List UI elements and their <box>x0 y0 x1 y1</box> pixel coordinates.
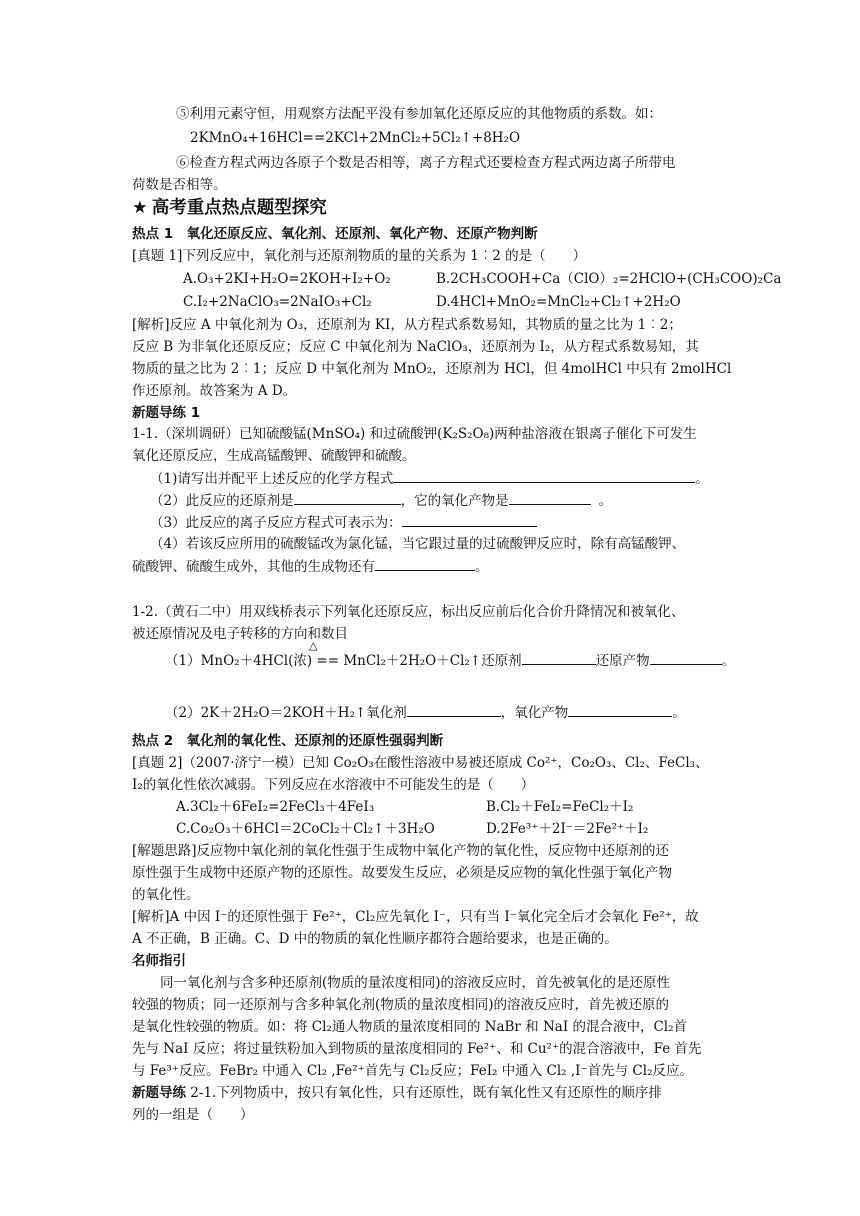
hot2-title: 热点 2 氧化剂的氧化性、还原剂的还原性强弱判断 <box>132 733 444 749</box>
paragraph-check-step-6-cont: 荷数是否相等。 <box>132 177 227 193</box>
answer-blank-equation[interactable] <box>393 468 695 483</box>
guide1-q2-line2: 被还原情况及电子转移的方向和数目 <box>132 626 348 642</box>
answer-blank-reductant[interactable] <box>294 490 401 505</box>
guide2-question-2: 列的一组是（ ） <box>132 1107 254 1123</box>
hot1-option-a: A.O₃+2KI+H₂O=2KOH+I₂+O₂ <box>183 271 391 287</box>
hot1-title: 热点 1 氧化还原反应、氧化剂、还原剂、氧化产物、还原产物判断 <box>132 226 538 242</box>
hot2-option-c: C.Co₂O₃＋6HCl＝2CoCl₂＋Cl₂↑＋3H₂O <box>176 821 435 837</box>
guide1-sub4-line1: （4）若该反应所用的硫酸锰改为氯化锰，当它跟过量的过硫酸钾反应时，除有高锰酸钾、 <box>150 536 686 552</box>
answer-blank-eq2-oxidation-product[interactable] <box>568 702 672 717</box>
sub4-text: 硫酸钾、硫酸生成外，其他的生成物还有 <box>132 559 375 575</box>
eq2-text-b: ，氧化产物 <box>500 705 569 721</box>
hot2-analysis-2: A 不正确，B 正确。C、D 中的物质的氧化性顺序都符合题给要求，也是正确的。 <box>132 931 618 947</box>
hot2-thinking-2: 原性强于生成物中还原产物的还原性。故要发生反应，必须是反应物的氧化性强于氧化产物 <box>132 865 672 881</box>
section-title: 高考重点热点题型探究 <box>151 198 327 218</box>
hot2-thinking-3: 的氧化性。 <box>132 887 200 903</box>
hot2-analysis-1: [解析]A 中因 I⁻的还原性强于 Fe²⁺，Cl₂应先氧化 I⁻，只有当 I⁻氧化完全后才会氧化 Fe²⁺，故 <box>132 909 699 925</box>
hot2-tip-5: 与 Fe³⁺反应。FeBr₂ 中通入 Cl₂ ,Fe²⁺首先与 Cl₂反应；FeI₂ 中通入 Cl₂ ,I⁻首先与 Cl₂反应。 <box>132 1063 693 1079</box>
guide1-eq2 <box>165 702 686 723</box>
guide2-question-1 <box>132 1083 662 1103</box>
hot2-question-2: I₂的氧化性依次减弱。下列反应在水溶液中不可能发生的是（ ） <box>132 777 535 793</box>
paragraph-balance-step-5: ⑤利用元素守恒，用观察方法配平没有参加氧化还原反应的其他物质的系数。如： <box>176 106 662 122</box>
hot2-question-1: [真题 2]（2007·济宁一模）已知 Co₂O₃在酸性溶液中易被还原成 Co²⁺，Co₂O₃、Cl₂、FeCl₃、 <box>132 755 709 771</box>
eq2-text: （2）2K＋2H₂O＝2KOH＋H₂↑氧化剂 <box>165 705 407 721</box>
hot2-tip-4: 先与 NaI 反应；将过量铁粉加入到物质的量浓度相同的 Fe²⁺、和 Cu²⁺的混合溶液中，Fe 首先 <box>132 1041 702 1057</box>
answer-blank-other-products[interactable] <box>375 556 475 571</box>
guide1-sub2 <box>150 490 612 511</box>
sub2-text-b: ，它的氧化产物是 <box>400 493 509 509</box>
hot2-thinking-1: [解题思路]反应物中氧化剂的氧化性强于生成物中氧化产物的氧化性，反应物中还原剂的还 <box>132 843 670 859</box>
hot1-analysis-2: 反应 B 为非氧化还原反应；反应 C 中氧化剂为 NaClO₃，还原剂为 I₂，从方程式系数易知，其 <box>132 339 699 355</box>
hot1-option-b: B.2CH₃COOH+Ca（ClO）₂=2HClO+(CH₃COO)₂Ca <box>436 271 782 287</box>
hot2-tip-2: 较强的物质；同一还原剂与含多种氧化剂(物质的量浓度相同)的溶液反应时，首先被还原的 <box>132 997 670 1013</box>
hot1-analysis-4: 作还原剂。故答案为 A D。 <box>132 383 297 399</box>
hot1-analysis-3: 物质的量之比为 2︰1；反应 D 中氧化剂为 MnO₂，还原剂为 HCl，但 4molHCl 中只有 2molHCl <box>132 361 732 377</box>
hot2-option-b: B.Cl₂＋FeI₂=FeCl₂＋I₂ <box>486 799 634 815</box>
hot2-option-a: A.3Cl₂＋6FeI₂=2FeCl₃＋4FeI₃ <box>176 799 375 815</box>
hot2-tip-3: 是氧化性较强的物质。如：将 Cl₂通人物质的量浓度相同的 NaBr 和 NaI 的混合液中，Cl₂首 <box>132 1019 688 1035</box>
hot1-question: [真题 1]下列反应中，氧化剂与还原剂物质的量的关系为 1︰2 的是（ ） <box>132 248 587 264</box>
hot1-option-c: C.I₂+2NaClO₃=2NaIO₃+Cl₂ <box>183 294 372 310</box>
hot2-option-d: D.2Fe³⁺＋2I⁻＝2Fe²⁺＋I₂ <box>486 821 649 837</box>
sub1-end: 。 <box>695 471 709 487</box>
guide1-title: 新题导练 1 <box>132 405 201 421</box>
answer-blank-oxidation-product[interactable] <box>509 490 591 505</box>
sub2-text-a: （2）此反应的还原剂是 <box>150 493 294 509</box>
hot2-tip-title: 名师指引 <box>132 953 186 969</box>
sub2-end: 。 <box>598 493 613 509</box>
paragraph-check-step-6: ⑥检查方程式两边各原子个数是否相等，离子方程式还要检查方程式两边离子所带电 <box>176 155 676 171</box>
eq1-text-b: 还原产物 <box>595 653 650 669</box>
guide1-q2-line1: 1-2.（黄石二中）用双线桥表示下列氧化还原反应，标出反应前后化合价升降情况和被氧化、 <box>132 604 685 620</box>
guide1-sub1 <box>150 468 709 489</box>
hot1-analysis-1: [解析]反应 A 中氧化剂为 O₃，还原剂为 KI，从方程式系数易知，其物质的量之比为 1︰2； <box>132 317 682 333</box>
section-heading <box>132 196 327 220</box>
sub3-text: （3）此反应的离子反应方程式可表示为： <box>150 515 402 531</box>
eq1-text: （1）MnO₂＋4HCl(浓) == MnCl₂＋2H₂O＋Cl₂↑还原剂 <box>165 653 522 669</box>
equation-kmno4: 2KMnO₄+16HCl==2KCl+2MnCl₂+5Cl₂↑+8H₂O <box>190 130 521 146</box>
sub4-end: 。 <box>475 559 489 575</box>
star-icon: ★ <box>132 198 148 218</box>
guide1-q1-line1: 1-1.（深圳调研）已知硫酸锰(MnSO₄) 和过硫酸钾(K₂S₂O₈)两种盐溶液在银离子催化下可发生 <box>132 426 697 442</box>
eq2-end: 。 <box>672 705 686 721</box>
guide2-label: 新题导练 <box>132 1085 186 1101</box>
heat-delta-icon: △ <box>309 639 318 652</box>
answer-blank-eq1-reductant[interactable] <box>522 650 596 665</box>
sub1-text: （1)请写出并配平上述反应的化学方程式 <box>150 471 394 487</box>
hot1-option-d: D.4HCl+MnO₂=MnCl₂+Cl₂↑+2H₂O <box>436 294 681 310</box>
guide2-text: 2-1.下列物质中，按只有氧化性，只有还原性，既有氧化性又有还原性的顺序排 <box>186 1085 662 1101</box>
guide1-q1-line2: 氧化还原反应，生成高锰酸钾、硫酸钾和硫酸。 <box>132 448 416 464</box>
answer-blank-eq1-reduction-product[interactable] <box>650 650 722 665</box>
guide1-sub4-line2 <box>132 556 489 577</box>
guide1-sub3 <box>150 512 537 533</box>
answer-blank-ionic-equation[interactable] <box>402 512 537 527</box>
answer-blank-eq2-oxidant[interactable] <box>407 702 501 717</box>
guide1-eq1 <box>165 650 735 671</box>
hot2-tip-1: 同一氧化剂与含多种还原剂(物质的量浓度相同)的溶液反应时，首先被氧化的是还原性 <box>160 975 671 991</box>
eq1-end: 。 <box>721 653 736 669</box>
